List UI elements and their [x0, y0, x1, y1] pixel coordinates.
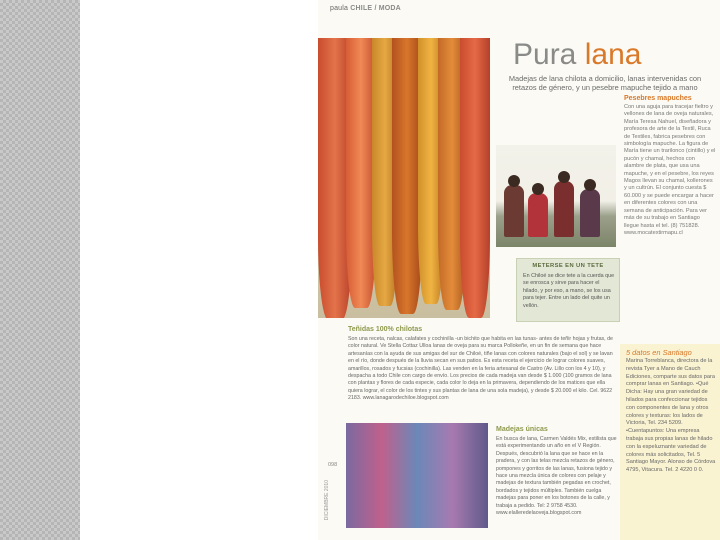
left-texture-bar [0, 0, 80, 540]
datos-text: Marina Torreblanca, directora de la revista Tyer a Mano de Cauch Ediciones, comparte sus datos para comprar lanas en Santiago. •Qué Dicha: Hay una gran variedad de hilados para confeccionar tejidos con componentes de lana y otros colores y texturas: los lados de Victoria, Tel. 234 5209. •Cuentapuntos: Una empresa trabaja sus propias lanas de hilado con la espeluznante variedad de colores más solicitados, Tel. 5 Santiago Mayor. Alonso de Córdova 4795, Vitacura. Tel. 2 4220 0 0. [626, 358, 716, 474]
header-section: CHILE / MODA [350, 5, 401, 12]
mapuche-dolls-photo [496, 145, 616, 247]
title-word-2: lana [584, 38, 642, 71]
article-title [513, 38, 641, 72]
article-deck: Madejas de lana chilota a domicilio, lanas intervenidas con retazos de género, y un pesebre mapuche tejido a mano [508, 74, 702, 92]
sidebar-text: En Chiloé se dice tete a la cuerda que se enrosca y sirve para hacer el hilado, y por eso, a mano, se los usa para tejer. Entre un lado del quite un vellón. [523, 273, 615, 309]
madejas-text: En busca de lana, Carmen Valdés Mix, estilista que está experimentando un año en el V Región. Después, descubrió la lana que se hace en la pradera, y con las telas mezcla retazos de género, pompones y gorritos de las lanas, fusiona tejido y hace una mezcla única de colores con pelaje y madejas de textura también pegadas en crochet, bordados y tejidos múltiples. También cuelga madejas para poner en los botones de la calle, y trabaja a pedido. Tel: 2 9758 4530. www.elalleredelaoveja.blogspot.com [496, 436, 617, 517]
datos-title: 5 datos en Santiago [626, 348, 692, 357]
page-number: 098 [328, 462, 338, 468]
title-word-1: Pura [513, 38, 577, 71]
madejas-photo [346, 423, 488, 528]
magazine-page [318, 0, 720, 540]
tenidas-text: Son una receta, nalcas, calafates y cochinilla -un bichito que habita en las tunas- antes de teñir hojas y frutas, de color natural. Ve Stella Cottaz Ulloa lanas de oveja para su marca Pollokeñe, en un fin de semana que hace artesanías con la ayuda de sus amigas del sur de Chiloé, tiñe lanas con colores naturales (bajo el sol) y se lavan en el río, donde después de la lluvia secan en sus patios. Es esta receta el ejercicio de lograr colores suaves, amarillos, rosados y fucsias (cochinilla). Las venden en la feria artesanal de Castro (Av. Lillo con los 4 y 10), y despacha a todo Chile con cargo de envío. Los precios de cada madeja van desde $ 1.000 (100 gramos de lana con plantas y flores de cada especie, cada color lo deja en la primavera, dependiendo de los matices que ella quiera lograr, el color de los tintes y sus plantas de lana de una sola madeja), y desde $ 20.000 el kilo. Cel. 9622 2183. www.lanagarodechiloe.blogspot.com [348, 336, 614, 402]
pesebres-title: Pesebres mapuches [624, 95, 692, 102]
issue-date: DICIEMBRE 2010 [324, 480, 330, 521]
datos-box [620, 344, 720, 540]
header-brand: paula [330, 5, 349, 12]
wool-skeins-photo [318, 38, 490, 318]
madejas-title: Madejas únicas [496, 426, 548, 433]
page-header [330, 5, 401, 12]
tenidas-title: Teñidas 100% chilotas [348, 326, 423, 333]
sidebar-title: METERSE EN UN TETE [532, 263, 604, 269]
pesebres-text: Con una aguja para tracejar fieltro y vellones de lana de oveja naturales, María Teresa Nahuel, diseñadora y profesora de arte de la Textil, Ruca de Textiles, fabrica pesebres con simbología mapuche. La figura de María tiene un trarilonco (cintillo) y el pucón y chamal, hechos con alambre de plata, que usa una mapuche, y en el pesebre, los reyes Magos llevan su chamal, kollerones y un cultrún. El conjunto cuesta $ 60.000 y se puede encargar a hacer en diferentes colores con una semana de anticipación. Para ver más de su trabajo en Santiago llegue hasta el tel. (8) 751828. www.mocatextirmapu.cl [624, 104, 716, 236]
sidebar-box [516, 258, 620, 322]
